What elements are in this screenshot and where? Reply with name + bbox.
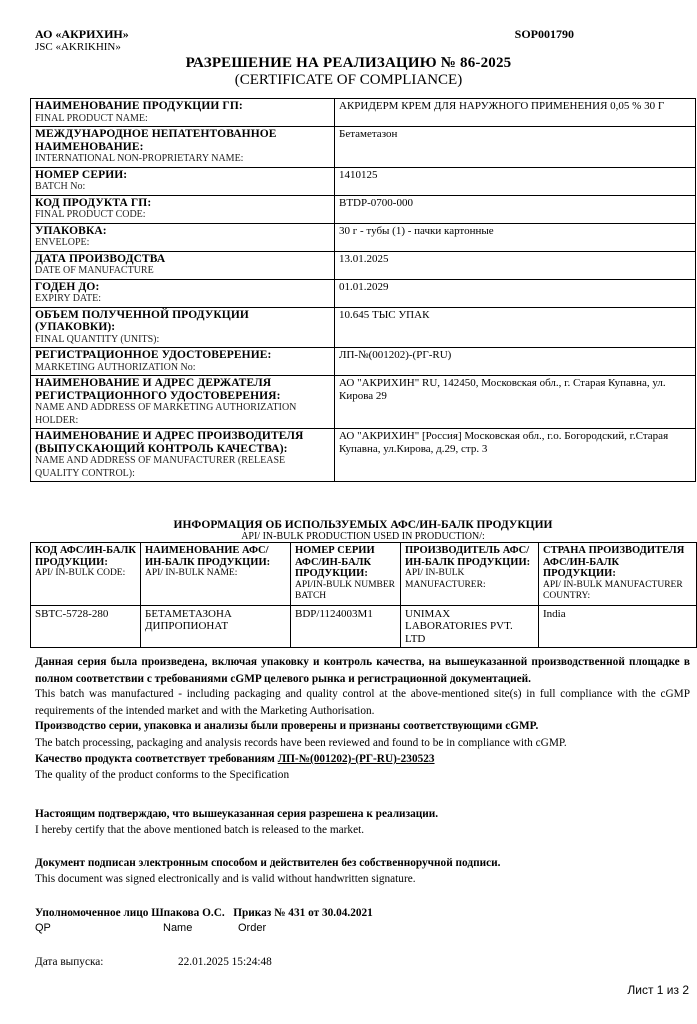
info-value: BTDP-0700-000 [335, 195, 696, 223]
info-label-ru: ОБЪЕМ ПОЛУЧЕННОЙ ПРОДУКЦИИ (УПАКОВКИ): [35, 308, 249, 333]
api-header-ru: ПРОИЗВОДИТЕЛЬ АФС/ИН-БАЛК ПРОДУКЦИИ: [405, 545, 531, 568]
api-header-en: API/ IN-BULK CODE: [35, 568, 126, 578]
api-header-cell [31, 543, 141, 606]
info-label-ru: РЕГИСТРАЦИОННОЕ УДОСТОВЕРЕНИЕ: [35, 349, 272, 361]
label-order: Order [238, 922, 267, 934]
info-label-en: FINAL PRODUCT NAME: [35, 112, 148, 124]
api-header-cell [539, 543, 697, 606]
api-cell: БЕТАМЕТАЗОНА ДИПРОПИОНАТ [141, 605, 291, 648]
statement-1-en: This batch was manufactured - including packaging and quality control at the above-mentioned site(s) in full compliance with the cGMP requirements of the intended market and with the Marketing Authorisation. [35, 688, 690, 717]
info-label [31, 279, 335, 307]
info-row [31, 223, 696, 251]
info-value: 01.01.2029 [335, 279, 696, 307]
info-label [31, 195, 335, 223]
info-value: 13.01.2025 [335, 251, 696, 279]
api-header-ru: СТРАНА ПРОИЗВОДИТЕЛЯ АФС/ИН-БАЛК ПРОДУКЦИИ: [543, 545, 685, 579]
info-label-ru: ДАТА ПРОИЗВОДСТВА [35, 252, 166, 265]
info-row [31, 376, 696, 429]
info-label [31, 167, 335, 195]
statement-5-ru: Документ подписан электронным способом и действителен без собственноручной подписи. [35, 857, 501, 869]
info-value: ЛП-№(001202)-(РГ-RU) [335, 348, 696, 376]
api-header-ru: НАИМЕНОВАНИЕ АФС/ИН-БАЛК ПРОДУКЦИИ: [145, 545, 271, 568]
info-value: 30 г - тубы (1) - пачки картонные [335, 223, 696, 251]
authorized-person-line: Уполномоченное лицо Шпакова О.С. Приказ № 431 от 30.04.2021 [35, 907, 373, 919]
info-label-ru: НАИМЕНОВАНИЕ И АДРЕС ДЕРЖАТЕЛЯ РЕГИСТРАЦИОННОГО УДОСТОВЕРЕНИЯ: [35, 377, 281, 402]
api-section-subtitle: API/ IN-BULK PRODUCTION USED IN PRODUCTION/: [241, 531, 485, 542]
company-name-ru: АО «АКРИХИН» [35, 27, 129, 41]
label-name: Name [163, 922, 193, 934]
api-header-en: API/IN-BULK NUMBER BATCH [295, 579, 396, 601]
api-table [30, 542, 697, 648]
info-label-ru: МЕЖДУНАРОДНОЕ НЕПАТЕНТОВАННОЕ НАИМЕНОВАНИЕ: [35, 128, 277, 153]
info-row [31, 195, 696, 223]
info-row [31, 429, 696, 482]
statement-4-en: I hereby certify that the above mentioned batch is released to the market. [35, 824, 365, 836]
info-label [31, 429, 335, 482]
info-value: Бетаметазон [335, 127, 696, 168]
info-label-ru: НОМЕР СЕРИИ: [35, 168, 128, 181]
api-header-en: API/ IN-BULK MANUFACTURER COUNTRY: [543, 579, 683, 601]
info-label-ru: НАИМЕНОВАНИЕ ПРОДУКЦИИ ГП: [35, 100, 243, 112]
document-subtitle: (CERTIFICATE OF COMPLIANCE) [234, 72, 463, 88]
info-label [31, 376, 335, 429]
info-label-ru: ГОДЕН ДО: [35, 280, 100, 293]
api-header-cell [141, 543, 291, 606]
api-section-title: ИНФОРМАЦИЯ ОБ ИСПОЛЬЗУЕМЫХ АФС/ИН-БАЛК ПРОДУКЦИИ [173, 519, 553, 531]
info-label-en: MARKETING AUTHORIZATION No: [35, 361, 196, 373]
info-label [31, 251, 335, 279]
release-date-value: 22.01.2025 15:24:48 [178, 956, 272, 968]
statement-1-ru: Данная серия была произведена, включая упаковку и контроль качества, на вышеуказанной производственной площадке в полном соответствии с требованиями cGMP целевого рынка и регистрационной документацией. [35, 656, 690, 685]
info-row [31, 127, 696, 168]
api-header-cell [401, 543, 539, 606]
info-label-en: BATCH No: [35, 181, 86, 192]
statement-4-ru: Настоящим подтверждаю, что вышеуказанная серия разрешена к реализации. [35, 808, 439, 820]
label-qp: QP [35, 922, 51, 934]
info-row [31, 99, 696, 127]
statement-2-en: The batch processing, packaging and analysis records have been reviewed and found to be in compliance with cGMP. [35, 737, 567, 749]
info-label-ru: КОД ПРОДУКТА ГП: [35, 196, 152, 209]
page-number: Лист 1 из 2 [627, 983, 689, 997]
info-label [31, 223, 335, 251]
api-header-en: API/ IN-BULK NAME: [145, 568, 238, 578]
info-label [31, 99, 335, 127]
info-value: АКРИДЕРМ КРЕМ ДЛЯ НАРУЖНОГО ПРИМЕНЕНИЯ 0,05 % 30 Г [335, 99, 696, 127]
info-row [31, 348, 696, 376]
api-header-row [31, 543, 697, 606]
api-header-en: API/ IN-BULK MANUFACTURER: [405, 568, 486, 590]
info-label-en: EXPIRY DATE: [35, 293, 102, 304]
info-label-en: FINAL PRODUCT CODE: [35, 209, 146, 220]
info-label-ru: НАИМЕНОВАНИЕ И АДРЕС ПРОИЗВОДИТЕЛЯ (ВЫПУСКАЮЩИЙ КОНТРОЛЬ КАЧЕСТВА): [35, 430, 304, 455]
info-row [31, 251, 696, 279]
api-header-ru: НОМЕР СЕРИИ АФС/ИН-БАЛК ПРОДУКЦИИ: [295, 545, 375, 579]
api-header-ru: КОД АФС/ИН-БАЛК ПРОДУКЦИИ: [35, 545, 136, 568]
api-cell: UNIMAX LABORATORIES PVT. LTD [401, 605, 539, 648]
info-label [31, 348, 335, 376]
info-value: АО "АКРИХИН" [Россия] Московская обл., г.о. Богородский, г.Старая Купавна, ул.Кирова, д.29, стр. 3 [335, 429, 696, 482]
document-title: РАЗРЕШЕНИЕ НА РЕАЛИЗАЦИЮ № 86-2025 [185, 55, 512, 71]
document-code: SOP001790 [514, 27, 574, 41]
info-label-en: ENVELOPE: [35, 237, 90, 248]
info-row [31, 167, 696, 195]
release-date-label: Дата выпуска: [35, 956, 104, 968]
info-value: 10.645 ТЫС УПАК [335, 307, 696, 348]
api-cell: India [539, 605, 697, 648]
info-row [31, 279, 696, 307]
info-label [31, 127, 335, 168]
api-cell: SBTC-5728-280 [31, 605, 141, 648]
statement-3-ru-prefix: Качество продукта соответствует требованиям [35, 753, 275, 765]
info-label-en: DATE OF MANUFACTURE [35, 265, 154, 276]
product-info-table [30, 98, 696, 482]
api-cell: BDP/1124003M1 [291, 605, 401, 648]
info-label-ru: УПАКОВКА: [35, 224, 107, 237]
info-label-en: FINAL QUANTITY (UNITS): [35, 333, 160, 345]
api-header-cell [291, 543, 401, 606]
info-label-en: NAME AND ADDRESS OF MARKETING AUTHORIZATION HOLDER: [35, 402, 297, 426]
info-label-en: INTERNATIONAL NON-PROPRIETARY NAME: [35, 153, 244, 164]
info-row [31, 307, 696, 348]
statement-3-en: The quality of the product conforms to the Specification [35, 769, 290, 781]
info-value: АО "АКРИХИН" RU, 142450, Московская обл., г. Старая Купавна, ул. Кирова 29 [335, 376, 696, 429]
statement-2-ru: Производство серии, упаковка и анализы были проверены и признаны соответствующими cGMP. [35, 720, 539, 732]
info-value: 1410125 [335, 167, 696, 195]
company-name-en: JSC «AKRIKHIN» [35, 41, 121, 53]
specification-reference: ЛП-№(001202)-(РГ-RU)-230523 [277, 753, 435, 765]
info-label [31, 307, 335, 348]
info-label-en: NAME AND ADDRESS OF MANUFACTURER (RELEASE QUALITY CONTROL): [35, 455, 286, 479]
statement-3-ru [35, 751, 690, 768]
api-row [31, 605, 697, 648]
statement-5-en: This document was signed electronically and is valid without handwritten signature. [35, 873, 416, 885]
